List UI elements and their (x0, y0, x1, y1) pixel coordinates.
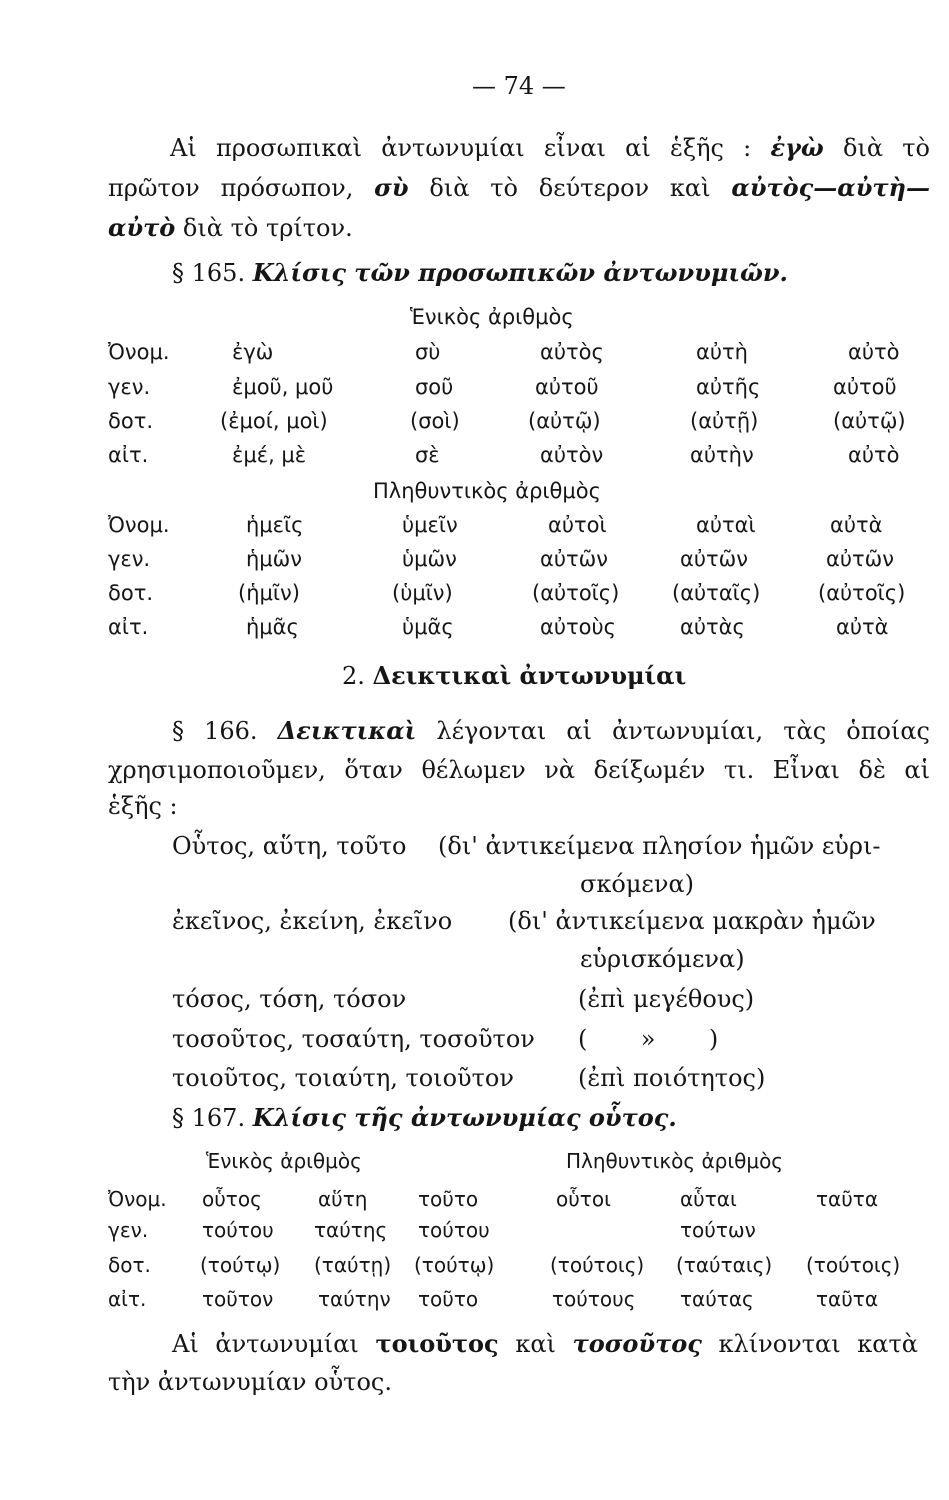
case-label: Ὀνομ. (108, 340, 170, 364)
section-166-line-1 (172, 715, 930, 747)
table-cell: (αὐταῖς) (672, 581, 761, 605)
table-cell: ταύτης (314, 1218, 388, 1242)
intro-line-1 (170, 132, 930, 164)
table-cell: ἐμέ, μὲ (232, 443, 307, 467)
table-cell: τοῦτο (418, 1187, 479, 1211)
list-item-note: σκόμενα) (580, 870, 695, 898)
table-cell: αὐτὸς (540, 340, 604, 364)
table-cell: (τούτοις) (806, 1253, 901, 1277)
table-cell: τούτους (552, 1287, 636, 1311)
table-cell: (τούτοις) (550, 1253, 645, 1277)
intro-text: Αἱ προσωπικαὶ ἀντωνυμίαι εἶναι αἱ ἑξῆς : (170, 134, 752, 162)
table-cell: αὐτὴ (696, 340, 748, 364)
table-cell: τούτου (202, 1218, 274, 1242)
table-cell: αὐτοῦ (833, 375, 897, 399)
term-deiktikai: Δεικτικαὶ (277, 716, 417, 745)
subsection-number: 2. (342, 662, 365, 690)
case-label: γεν. (108, 1218, 149, 1242)
table-cell: (τούτῳ) (414, 1253, 495, 1277)
table-cell: (ταύταις) (676, 1253, 773, 1277)
table-cell: ταῦτα (816, 1187, 879, 1211)
table-cell: οὗτος (202, 1187, 262, 1211)
case-label: Ὀνομ. (108, 1187, 167, 1211)
case-label: γεν. (108, 375, 151, 399)
intro-text: διὰ τὸ (842, 134, 930, 162)
table-cell: ἡμεῖς (246, 513, 304, 537)
section-167-heading (172, 1102, 677, 1134)
case-label: δοτ. (108, 409, 154, 433)
list-item-note: ( » ) (578, 1025, 719, 1053)
pronoun-autos: αὐτὸς—αὐτὴ— (731, 173, 930, 202)
closing-line-2: τὴν ἀντωνυμίαν οὗτος. (108, 1368, 392, 1396)
list-item-forms: ἐκεῖνος, ἐκείνη, ἐκεῖνο (172, 907, 453, 935)
table-cell: αὐτοῦ (535, 375, 599, 399)
table-cell: ὑμεῖν (402, 513, 458, 537)
table-cell: σὲ (415, 443, 440, 467)
table-cell: αὐτὸ (848, 443, 900, 467)
body-text: λέγονται αἱ ἀντωνυμίαι, τὰς ὁποίας (436, 717, 930, 745)
case-label: γεν. (108, 547, 151, 571)
intro-text: πρῶτον πρόσωπον, (108, 174, 354, 202)
list-item-note: εὑρισκόμενα) (580, 945, 745, 973)
table-cell: ταύτην (318, 1287, 391, 1311)
case-label: Ὀνομ. (108, 513, 170, 537)
case-label: αἰτ. (108, 615, 149, 639)
section-number: § 165. (172, 259, 246, 287)
case-label: δοτ. (108, 581, 154, 605)
list-item-forms: Οὗτος, αὕτη, τοῦτο (172, 832, 407, 860)
table-cell: (ἡμῖν) (238, 581, 300, 605)
section-title: Κλίσις τῆς ἀντωνυμίας οὗτος. (252, 1103, 677, 1132)
table-cell: τούτου (418, 1218, 490, 1242)
table-cell: (ταύτῃ) (314, 1253, 392, 1277)
subsection-title: Δεικτικαὶ ἀντωνυμίαι (372, 661, 687, 690)
body-text: κλίνονται κατὰ (718, 1330, 918, 1358)
table-cell: ταύτας (680, 1287, 754, 1311)
intro-line-3 (108, 212, 353, 244)
term-toioutos: τοιοῦτος (375, 1329, 499, 1358)
pronoun-ego: ἐγὼ (770, 133, 824, 162)
table-cell: οὗτοι (556, 1187, 611, 1211)
section-166-line-2 (108, 754, 930, 786)
section-166-line-3: ἑξῆς : (108, 792, 178, 820)
table-cell: αὐτοὶ (548, 513, 607, 537)
intro-line-2 (108, 172, 930, 204)
table-cell: (τούτῳ) (200, 1253, 281, 1277)
singular-header: Ἑνικὸς ἀριθμὸς (410, 305, 574, 329)
plural-header: Πληθυντικὸς ἀριθμὸς (373, 479, 601, 503)
table-cell: (αὐτῷ) (833, 409, 906, 433)
term-tosoutos: τοσοῦτος (572, 1329, 702, 1358)
singular-header: Ἑνικὸς ἀριθμὸς (206, 1149, 362, 1173)
section-number: § 167. (172, 1104, 246, 1132)
table-cell: (αὐτῇ) (690, 409, 759, 433)
table-cell: αὐτὸν (540, 443, 604, 467)
table-cell: σοῦ (415, 375, 454, 399)
intro-text: διὰ τὸ τρίτον. (182, 214, 353, 242)
table-cell: αὐταὶ (696, 513, 756, 537)
table-cell: αὐτὸ (848, 340, 900, 364)
table-cell: (ἐμοί, μοὶ) (220, 409, 328, 433)
table-cell: (αὐτῷ) (528, 409, 601, 433)
list-item-forms: τόσος, τόση, τόσον (172, 985, 407, 1013)
plural-header: Πληθυντικὸς ἀριθμὸς (566, 1149, 784, 1173)
table-cell: ἡμᾶς (246, 615, 299, 639)
table-cell: ὑμῶν (402, 547, 457, 571)
body-text: χρησιμοποιοῦμεν, ὅταν θέλωμεν νὰ δείξωμέν τι. Εἶναι δὲ αἱ (108, 756, 930, 784)
table-cell: τοῦτον (202, 1287, 274, 1311)
table-cell: ταῦτα (816, 1287, 879, 1311)
intro-text: διὰ τὸ δεύτερον καὶ (429, 174, 711, 202)
pronoun-sy: σὺ (374, 173, 409, 202)
list-item-note: (δι' ἀντικείμενα μακρὰν ἡμῶν (508, 907, 876, 935)
list-item-note: (ἐπὶ μεγέθους) (578, 985, 755, 1013)
table-cell: (αὐτοῖς) (818, 581, 906, 605)
table-cell: αὐτῶν (540, 547, 608, 571)
table-cell: αὐτῶν (680, 547, 748, 571)
list-item-note: (δι' ἀντικείμενα πλησίον ἡμῶν εὑρι- (438, 832, 881, 860)
subsection-heading (342, 660, 686, 692)
table-cell: αὐτῶν (826, 547, 894, 571)
body-text: Αἱ ἀντωνυμίαι (172, 1330, 359, 1358)
table-cell: τοῦτο (418, 1287, 479, 1311)
table-cell: αὐτὴν (690, 443, 754, 467)
closing-line-1 (172, 1328, 918, 1360)
table-cell: (σοὶ) (410, 409, 460, 433)
page-number: — 74 — (472, 72, 566, 100)
section-title: Κλίσις τῶν προσωπικῶν ἀντωνυμιῶν. (252, 258, 788, 287)
table-cell: τούτων (680, 1218, 756, 1242)
pronoun-auto: αὐτὸ (108, 213, 176, 242)
table-cell: αὐτὰς (680, 615, 745, 639)
table-cell: (ὑμῖν) (392, 581, 453, 605)
table-cell: αὗται (680, 1187, 737, 1211)
list-item-note: (ἐπὶ ποιότητος) (578, 1064, 766, 1092)
section-number: § 166. (172, 717, 258, 745)
table-cell: αὐτὰ (830, 513, 883, 537)
table-cell: ὑμᾶς (402, 615, 454, 639)
table-cell: ἐγὼ (232, 340, 274, 364)
table-cell: ἡμῶν (246, 547, 302, 571)
table-cell: αὐτῆς (696, 375, 761, 399)
list-item-forms: τοσοῦτος, τοσαύτη, τοσοῦτον (172, 1025, 535, 1053)
table-cell: αὐτοὺς (540, 615, 616, 639)
section-165-heading (172, 257, 788, 289)
case-label: αἰτ. (108, 443, 149, 467)
table-cell: (αὐτοῖς) (532, 581, 620, 605)
body-text: καὶ (515, 1330, 556, 1358)
table-cell: σὺ (415, 340, 441, 364)
table-cell: αὕτη (318, 1187, 368, 1211)
table-cell: αὐτὰ (836, 615, 889, 639)
table-cell: ἐμοῦ, μοῦ (232, 375, 334, 399)
case-label: δοτ. (108, 1253, 151, 1277)
case-label: αἰτ. (108, 1287, 147, 1311)
list-item-forms: τοιοῦτος, τοιαύτη, τοιοῦτον (172, 1064, 514, 1092)
